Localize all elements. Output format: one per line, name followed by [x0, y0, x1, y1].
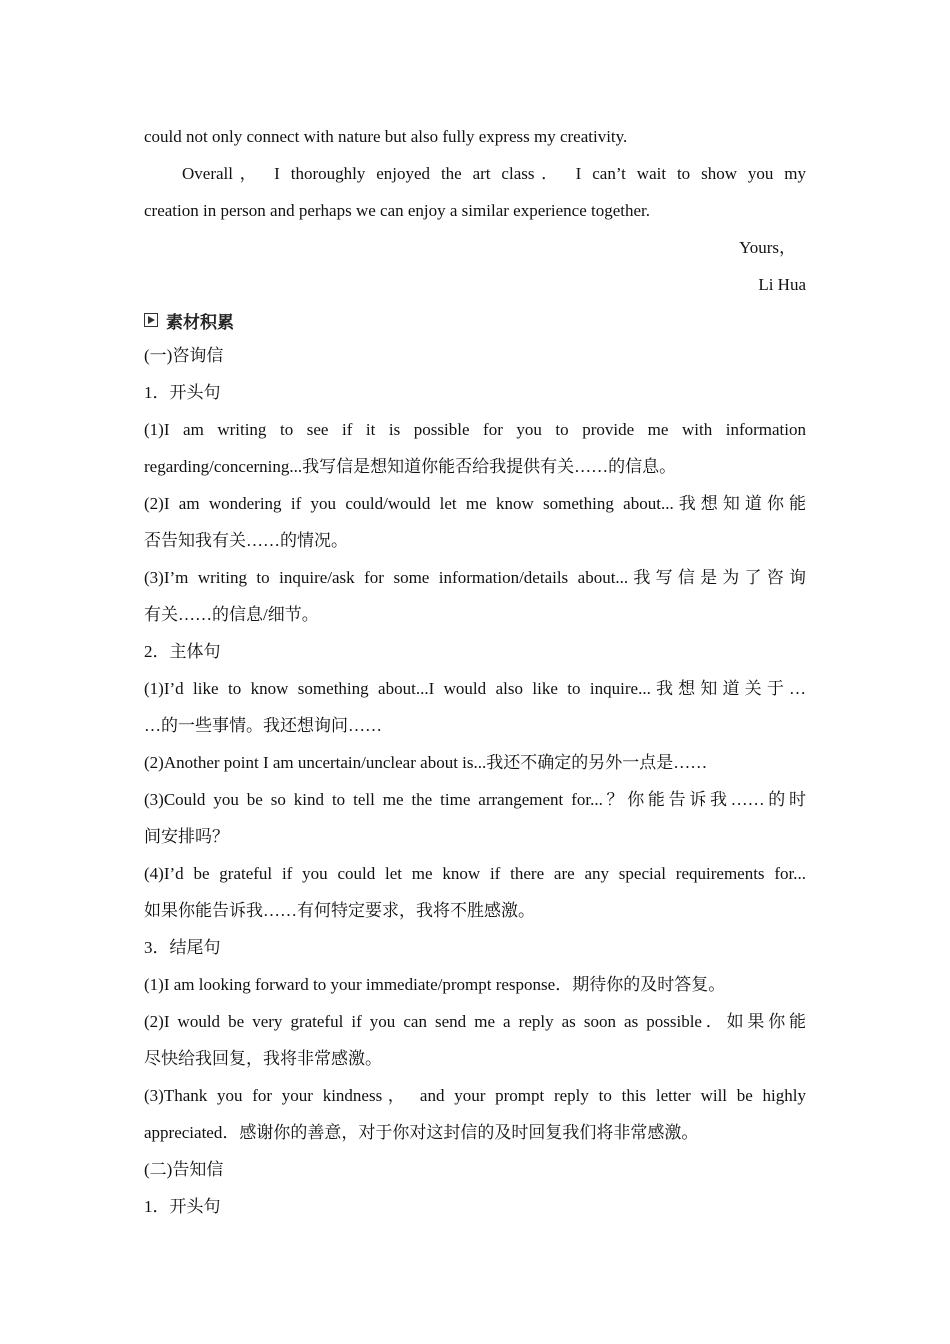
letter-signature: Li Hua	[758, 275, 806, 294]
heading: 1．开头句	[144, 383, 221, 402]
text-line: (3)Could you be so kind to tell me the time arrangement for...？你能告诉我……的时	[144, 790, 806, 809]
section-header	[144, 303, 806, 337]
letter-line: creation in person and perhaps we can enjoy a similar experience together.	[144, 201, 651, 220]
text-line: regarding/concerning...我写信是想知道你能否给我提供有关……的信息。	[144, 457, 677, 476]
text-line: (1)I am looking forward to your immediate/prompt response．期待你的及时答复。	[144, 975, 726, 994]
section-title: 素材积累	[166, 312, 234, 333]
text-line: (1)I’d like to know something about...I would also like to inquire...我想知道关于…	[144, 679, 806, 698]
heading: 3．结尾句	[144, 938, 221, 957]
text-line: 有关……的信息/细节。	[144, 605, 319, 624]
text-line: (2)I am wondering if you could/would let me know something about...我想知道你能	[144, 494, 806, 513]
letter-closing: Yours，	[739, 238, 796, 257]
text-line: (2)I would be very grateful if you can send me a reply as soon as possible．如果你能	[144, 1012, 806, 1031]
text-line: …的一些事情。我还想询问……	[144, 716, 382, 735]
text-line: 间安排吗？	[144, 827, 229, 846]
text-line: 如果你能告诉我……有何特定要求，我将不胜感激。	[144, 901, 535, 920]
letter-line: could not only connect with nature but also fully express my creativity.	[144, 127, 628, 146]
text-line: (3)Thank you for your kindness， and your prompt reply to this letter will be highly	[144, 1086, 806, 1105]
text-line: 尽快给我回复，我将非常感激。	[144, 1049, 382, 1068]
text-line: (3)I’m writing to inquire/ask for some information/details about...我写信是为了咨询	[144, 568, 806, 587]
text-line: (4)I’d be grateful if you could let me know if there are any special requirements for...	[144, 864, 806, 883]
text-line: 否告知我有关……的情况。	[144, 531, 348, 550]
text-line: (1)I am writing to see if it is possible for you to provide me with information	[144, 420, 806, 439]
play-icon	[144, 313, 158, 327]
letter-line: Overall， I thoroughly enjoyed the art class． I can’t wait to show you my	[182, 164, 806, 183]
heading: 2．主体句	[144, 642, 221, 661]
text-line: appreciated．感谢你的善意，对于你对这封信的及时回复我们将非常感激。	[144, 1123, 699, 1142]
subsection-title: (一)咨询信	[144, 346, 224, 365]
text-line: (2)Another point I am uncertain/unclear about is...我还不确定的另外一点是……	[144, 753, 708, 772]
subsection-title: (二)告知信	[144, 1160, 224, 1179]
heading: 1．开头句	[144, 1197, 221, 1216]
document-page	[144, 118, 806, 1225]
